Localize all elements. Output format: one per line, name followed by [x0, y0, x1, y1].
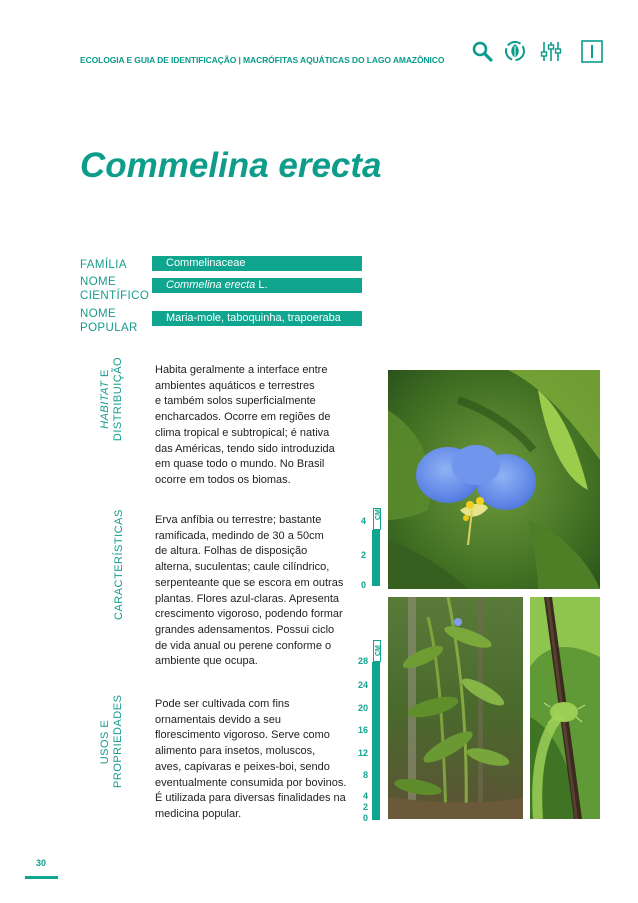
flower-ruler-tick: 0: [360, 580, 366, 590]
flower-ruler-tick: 4: [360, 516, 366, 526]
header-icons: [470, 40, 606, 64]
plant-ruler-tick: 8: [362, 770, 368, 780]
flower-ruler-bar: [372, 530, 380, 586]
nome-popular-value: Maria-mole, taboquinha, trapoeraba: [152, 311, 362, 326]
plant-ruler-tick: 16: [357, 725, 368, 735]
plant-ruler-tick: 0: [362, 813, 368, 823]
section-marker-icon[interactable]: [582, 41, 602, 62]
plant-ruler-tick: 20: [357, 703, 368, 713]
nome-cientifico-label: NOME CIENTÍFICO: [80, 276, 150, 302]
plant-photo: [388, 597, 523, 819]
sliders-icon[interactable]: [542, 42, 561, 61]
stem-photo: [530, 597, 600, 819]
flower-ruler-tick: 2: [360, 550, 366, 560]
species-title: Commelina erecta: [80, 146, 382, 185]
nome-cientifico-value: Commelina erecta L.: [152, 278, 362, 293]
running-header: ECOLOGIA E GUIA DE IDENTIFICAÇÃO | MACRÓFITAS AQUÁTICAS DO LAGO AMAZÔNICO: [80, 55, 445, 65]
plant-ruler-bar: [372, 662, 380, 820]
flower-ruler-unit: CM: [375, 509, 382, 520]
caracteristicas-text: Erva anfíbia ou terrestre; bastante ramificada, medindo de 30 a 50cm de altura. Folhas de disposição alterna, suculentas; caule cilíndrico, serpenteante que se escora em outras plantas. Flores azul-claras. Apresenta crescimento vigoroso, podendo formar grandes adensamentos. Possui ciclo de vida anual ou perene conforme o ambiente que ocupa.: [155, 514, 344, 668]
plant-ruler-tick: 24: [357, 680, 368, 690]
caracteristicas-section-label: CARACTERÍSTICAS: [113, 509, 125, 620]
usos-section-label: USOS E PROPRIEDADES: [99, 694, 124, 788]
habitat-section-label: HABITAT E DISTRIBUIÇÃO: [99, 356, 124, 442]
plant-ruler-tick: 4: [362, 791, 368, 801]
leaf-cycle-icon[interactable]: [506, 42, 524, 61]
plant-ruler-tick: 2: [362, 802, 368, 812]
search-icon[interactable]: [474, 43, 491, 60]
flower-photo: [388, 370, 600, 589]
familia-value: Commelinaceae: [152, 256, 362, 271]
page-number: 30: [36, 858, 47, 868]
usos-text: Pode ser cultivada com fins ornamentais devido a seu florescimento vigoroso. Serve como alimento para insetos, moluscos, aves, capivaras e peixes-boi, sendo eventualmente consumida por bovinos. É utilizada para diversas finalidades na medicina popular.: [155, 698, 347, 820]
plant-ruler-tick: 12: [357, 748, 368, 758]
familia-label: FAMÍLIA: [80, 259, 127, 271]
plant-ruler-tick: 28: [357, 656, 368, 666]
page-number-underline: [25, 876, 58, 879]
habitat-text: Habita geralmente a interface entre ambientes aquáticos e terrestres e também solos superficialmente encharcados. Ocorre em regiões de clima tropical e subtropical; é nativa das Américas, tendo sido introduzida em quase todo o mundo. No Brasil ocorre em todos os biomas.: [155, 364, 335, 486]
plant-ruler-unit: CM: [375, 645, 382, 656]
nome-popular-label: NOME POPULAR: [80, 308, 138, 334]
